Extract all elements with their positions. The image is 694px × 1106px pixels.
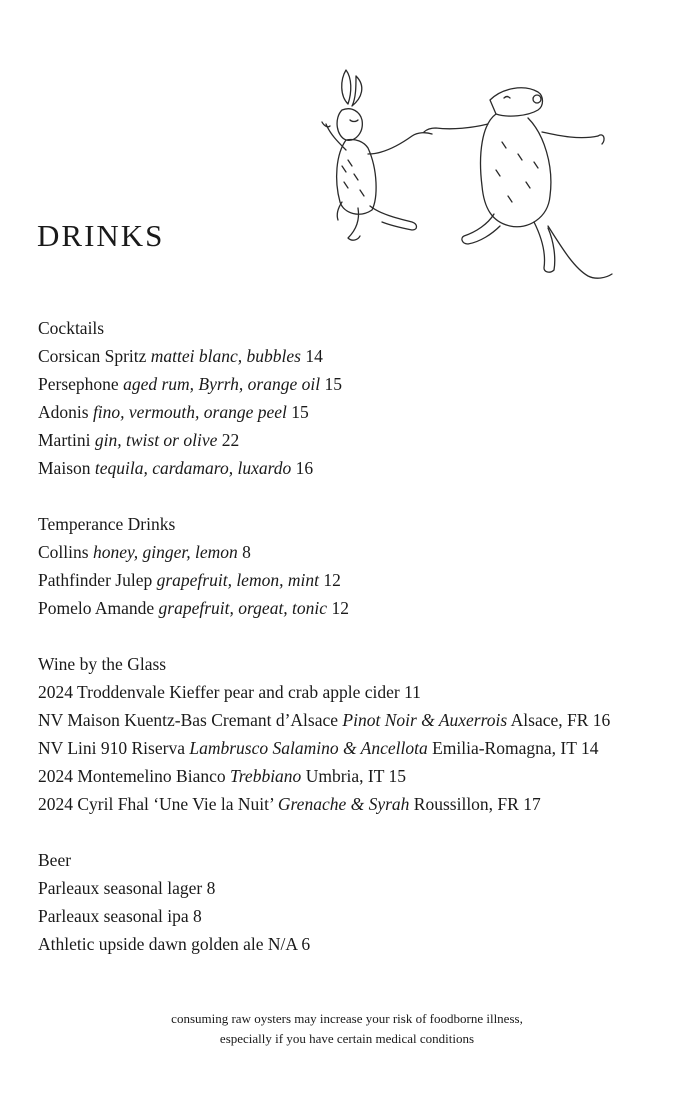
item-name: Pomelo Amande — [38, 598, 155, 618]
disclaimer-line: consuming raw oysters may increase your risk of foodborne illness, — [171, 1011, 523, 1026]
menu-item — [38, 930, 678, 958]
item-description: honey, ginger, lemon — [92, 542, 238, 562]
item-name: 2024 Montemelino Bianco — [38, 766, 226, 786]
item-price: 12 — [323, 570, 341, 590]
menu-item — [38, 874, 678, 902]
item-description: Pinot Noir & Auxerrois — [342, 710, 508, 730]
section-heading: Temperance Drinks — [38, 514, 176, 534]
item-price: 16 — [295, 458, 314, 478]
item-price: 11 — [404, 682, 421, 702]
item-price: 15 — [324, 374, 342, 394]
item-name: 2024 Cyril Fhal ‘Une Vie la Nuit’ — [38, 794, 274, 814]
item-name: Maison — [38, 458, 91, 478]
section-temperance-drinks — [38, 510, 678, 622]
item-region: Emilia-Romagna, IT — [432, 738, 577, 758]
item-name: Martini — [38, 430, 91, 450]
menu-item — [38, 734, 678, 762]
item-name: NV Maison Kuentz-Bas Cremant d’Alsace — [38, 710, 339, 730]
item-price: 17 — [523, 794, 541, 814]
item-name: NV Lini 910 Riserva — [38, 738, 185, 758]
menu-item — [38, 678, 678, 706]
item-price: 16 — [592, 710, 611, 730]
item-description: tequila, cardamaro, luxardo — [94, 458, 292, 478]
menu-item — [38, 790, 678, 818]
food-safety-disclaimer — [0, 1009, 694, 1049]
section-beer — [38, 846, 678, 958]
menu-item — [38, 762, 678, 790]
item-price: 12 — [331, 598, 349, 618]
mouse-icon — [424, 88, 612, 278]
menu-item — [38, 902, 678, 930]
item-description: gin, twist or olive — [94, 430, 218, 450]
item-price: 22 — [221, 430, 240, 450]
item-name: Parleaux seasonal ipa — [38, 906, 189, 926]
item-description: mattei blanc, bubbles — [150, 346, 301, 366]
dancing-animals-illustration — [312, 62, 622, 292]
rabbit-icon — [322, 70, 432, 240]
item-description: fino, vermouth, orange peel — [92, 402, 287, 422]
item-price: 15 — [291, 402, 309, 422]
item-name: Athletic upside dawn golden ale N/A — [38, 934, 298, 954]
item-name: 2024 Troddenvale Kieffer pear and crab apple cider — [38, 682, 400, 702]
menu-item — [38, 594, 678, 622]
section-wine-by-the-glass — [38, 650, 678, 818]
drinks-menu — [38, 314, 678, 986]
section-heading: Wine by the Glass — [38, 654, 167, 674]
item-region: Roussillon, FR — [413, 794, 519, 814]
menu-item — [38, 398, 678, 426]
section-cocktails — [38, 314, 678, 482]
item-description: Trebbiano — [230, 766, 302, 786]
item-price: 14 — [305, 346, 323, 366]
menu-item — [38, 706, 678, 734]
item-description: Grenache & Syrah — [277, 794, 410, 814]
item-price: 15 — [388, 766, 406, 786]
item-name: Collins — [38, 542, 89, 562]
item-price: 8 — [193, 906, 202, 926]
disclaimer-line: especially if you have certain medical conditions — [219, 1031, 475, 1046]
item-name: Parleaux seasonal lager — [38, 878, 203, 898]
menu-item — [38, 426, 678, 454]
menu-item — [38, 566, 678, 594]
item-price: 14 — [580, 738, 599, 758]
item-price: 8 — [242, 542, 251, 562]
item-description: aged rum, Byrrh, orange oil — [123, 374, 321, 394]
item-description: grapefruit, orgeat, tonic — [158, 598, 328, 618]
item-description: grapefruit, lemon, mint — [156, 570, 319, 590]
menu-item — [38, 342, 678, 370]
menu-item — [38, 538, 678, 566]
section-heading: Beer — [38, 850, 72, 870]
menu-item — [38, 370, 678, 398]
item-price: 8 — [206, 878, 216, 898]
item-name: Corsican Spritz — [38, 346, 147, 366]
item-name: Pathfinder Julep — [38, 570, 153, 590]
section-heading: Cocktails — [38, 318, 105, 338]
item-description: Lambrusco Salamino & Ancellota — [189, 738, 428, 758]
menu-item — [38, 454, 678, 482]
item-region: Alsace, FR — [510, 710, 589, 730]
item-region: Umbria, IT — [305, 766, 385, 786]
item-price: 6 — [301, 934, 311, 954]
item-name: Adonis — [38, 402, 89, 422]
page-title: DRINKS — [37, 218, 165, 253]
item-name: Persephone — [38, 374, 119, 394]
